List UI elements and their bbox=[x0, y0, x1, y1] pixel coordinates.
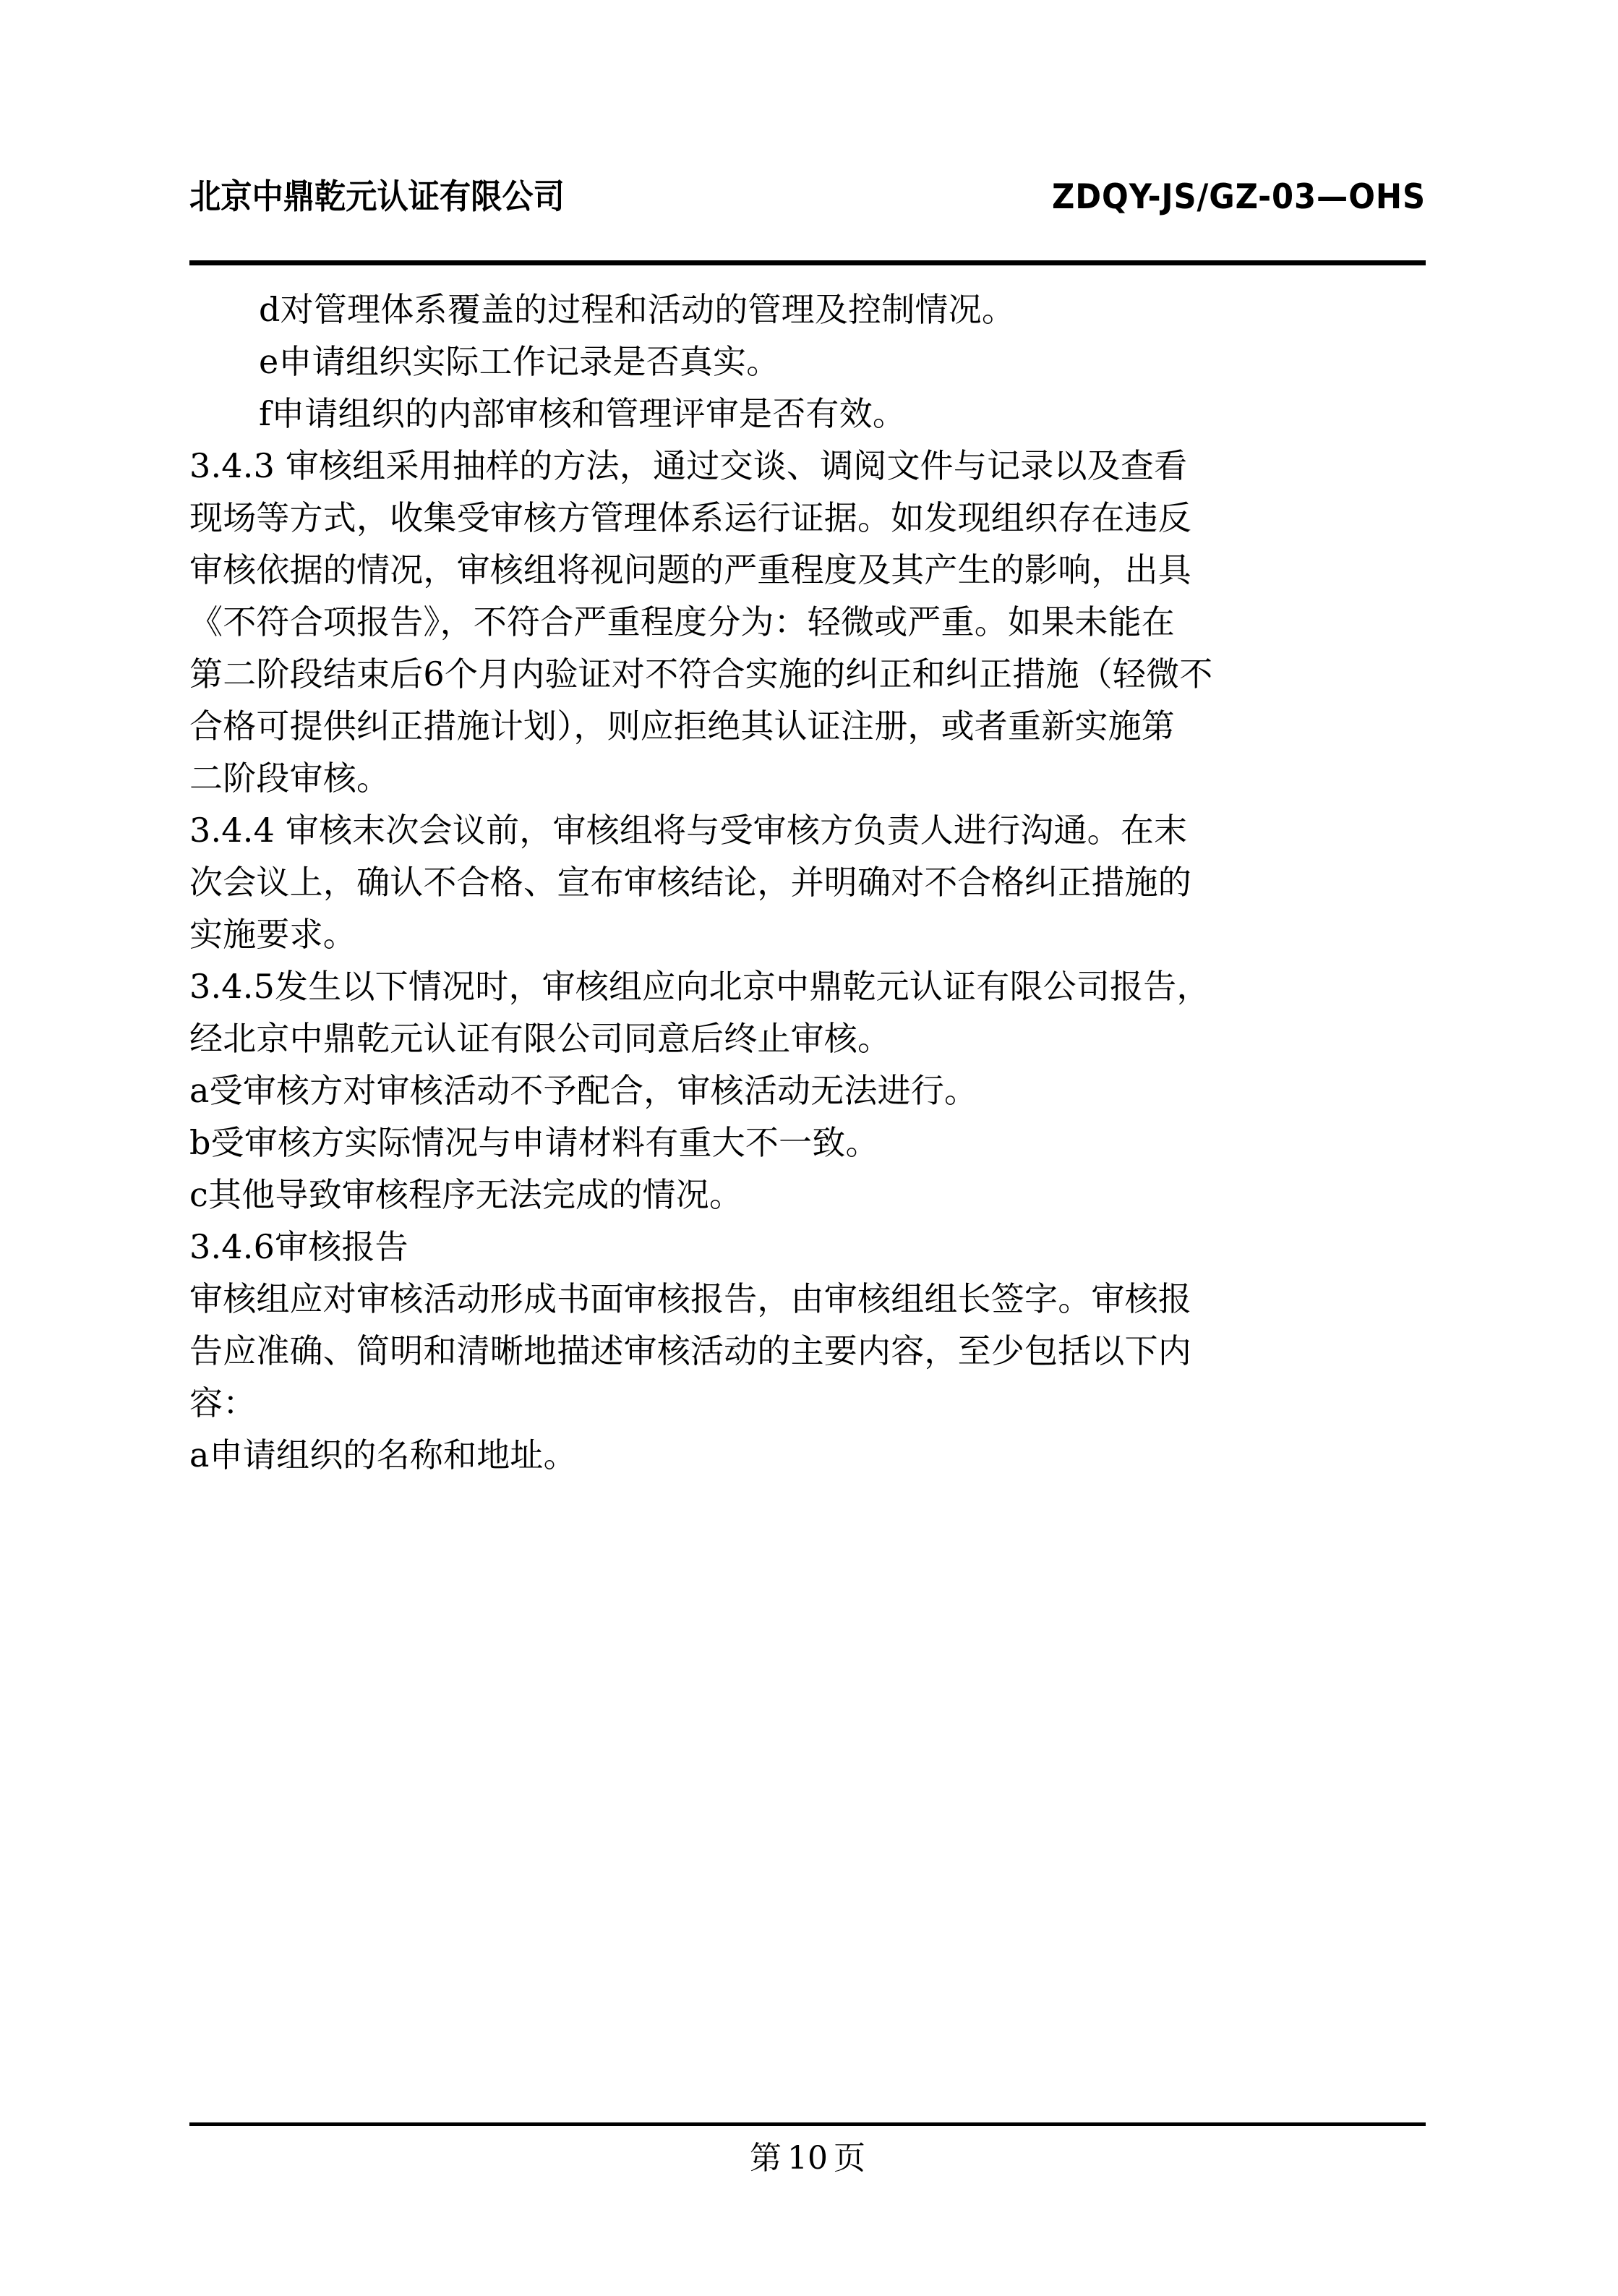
body-line: 《不符合项报告》，不符合严重程度分为：轻微或严重。如果未能在 bbox=[189, 602, 1175, 641]
body-line: a申请组织的名称和地址。 bbox=[189, 1435, 577, 1475]
body-line: 3.4.5发生以下情况时，审核组应向北京中鼎乾元认证有限公司报告， bbox=[189, 967, 1210, 1006]
footer-page-number: 10 bbox=[787, 2140, 828, 2177]
page-header bbox=[189, 179, 1426, 215]
body-line: 3.4.6审核报告 bbox=[189, 1227, 408, 1266]
body-line: 审核依据的情况，审核组将视问题的严重程度及其产生的影响，出具 bbox=[189, 550, 1191, 589]
body-line: e申请组织实际工作记录是否真实。 bbox=[259, 342, 780, 381]
document-body bbox=[189, 283, 1431, 1481]
page-footer bbox=[189, 2133, 1426, 2184]
body-line: 合格可提供纠正措施计划），则应拒绝其认证注册，或者重新实施第 bbox=[189, 707, 1175, 746]
body-line: c其他导致审核程序无法完成的情况。 bbox=[189, 1175, 743, 1214]
body-line: b受审核方实际情况与申请材料有重大不一致。 bbox=[189, 1123, 879, 1162]
body-line: d对管理体系覆盖的过程和活动的管理及控制情况。 bbox=[259, 290, 1016, 329]
footer-divider-rule bbox=[189, 2122, 1426, 2126]
header-company-name: 北京中鼎乾元认证有限公司 bbox=[189, 177, 565, 217]
body-line: f申请组织的内部审核和管理评审是否有效。 bbox=[259, 394, 907, 433]
body-line: 第二阶段结束后6个月内验证对不符合实施的纠正和纠正措施（轻微不 bbox=[189, 654, 1213, 694]
footer-prefix: 第 bbox=[750, 2140, 782, 2177]
footer-suffix: 页 bbox=[834, 2140, 865, 2177]
body-line: 告应准确、简明和清晰地描述审核活动的主要内容，至少包括以下内 bbox=[189, 1331, 1191, 1370]
body-line: 3.4.3 审核组采用抽样的方法，通过交谈、调阅文件与记录以及查看 bbox=[189, 446, 1188, 485]
body-line: a受审核方对审核活动不予配合，审核活动无法进行。 bbox=[189, 1071, 978, 1110]
body-line: 二阶段审核。 bbox=[189, 759, 390, 798]
header-document-code: ZDQY-JS/GZ-03—OHS bbox=[1051, 177, 1426, 217]
body-line: 审核组应对审核活动形成书面审核报告，由审核组组长签字。审核报 bbox=[189, 1279, 1191, 1318]
body-line: 现场等方式，收集受审核方管理体系运行证据。如发现组织存在违反 bbox=[189, 498, 1191, 537]
header-divider-rule bbox=[189, 260, 1426, 265]
body-line: 容： bbox=[189, 1383, 257, 1422]
body-line: 3.4.4 审核末次会议前，审核组将与受审核方负责人进行沟通。在末 bbox=[189, 811, 1188, 850]
body-line: 经北京中鼎乾元认证有限公司同意后终止审核。 bbox=[189, 1019, 891, 1058]
body-line: 实施要求。 bbox=[189, 915, 356, 954]
body-line: 次会议上，确认不合格、宣布审核结论，并明确对不合格纠正措施的 bbox=[189, 863, 1191, 902]
